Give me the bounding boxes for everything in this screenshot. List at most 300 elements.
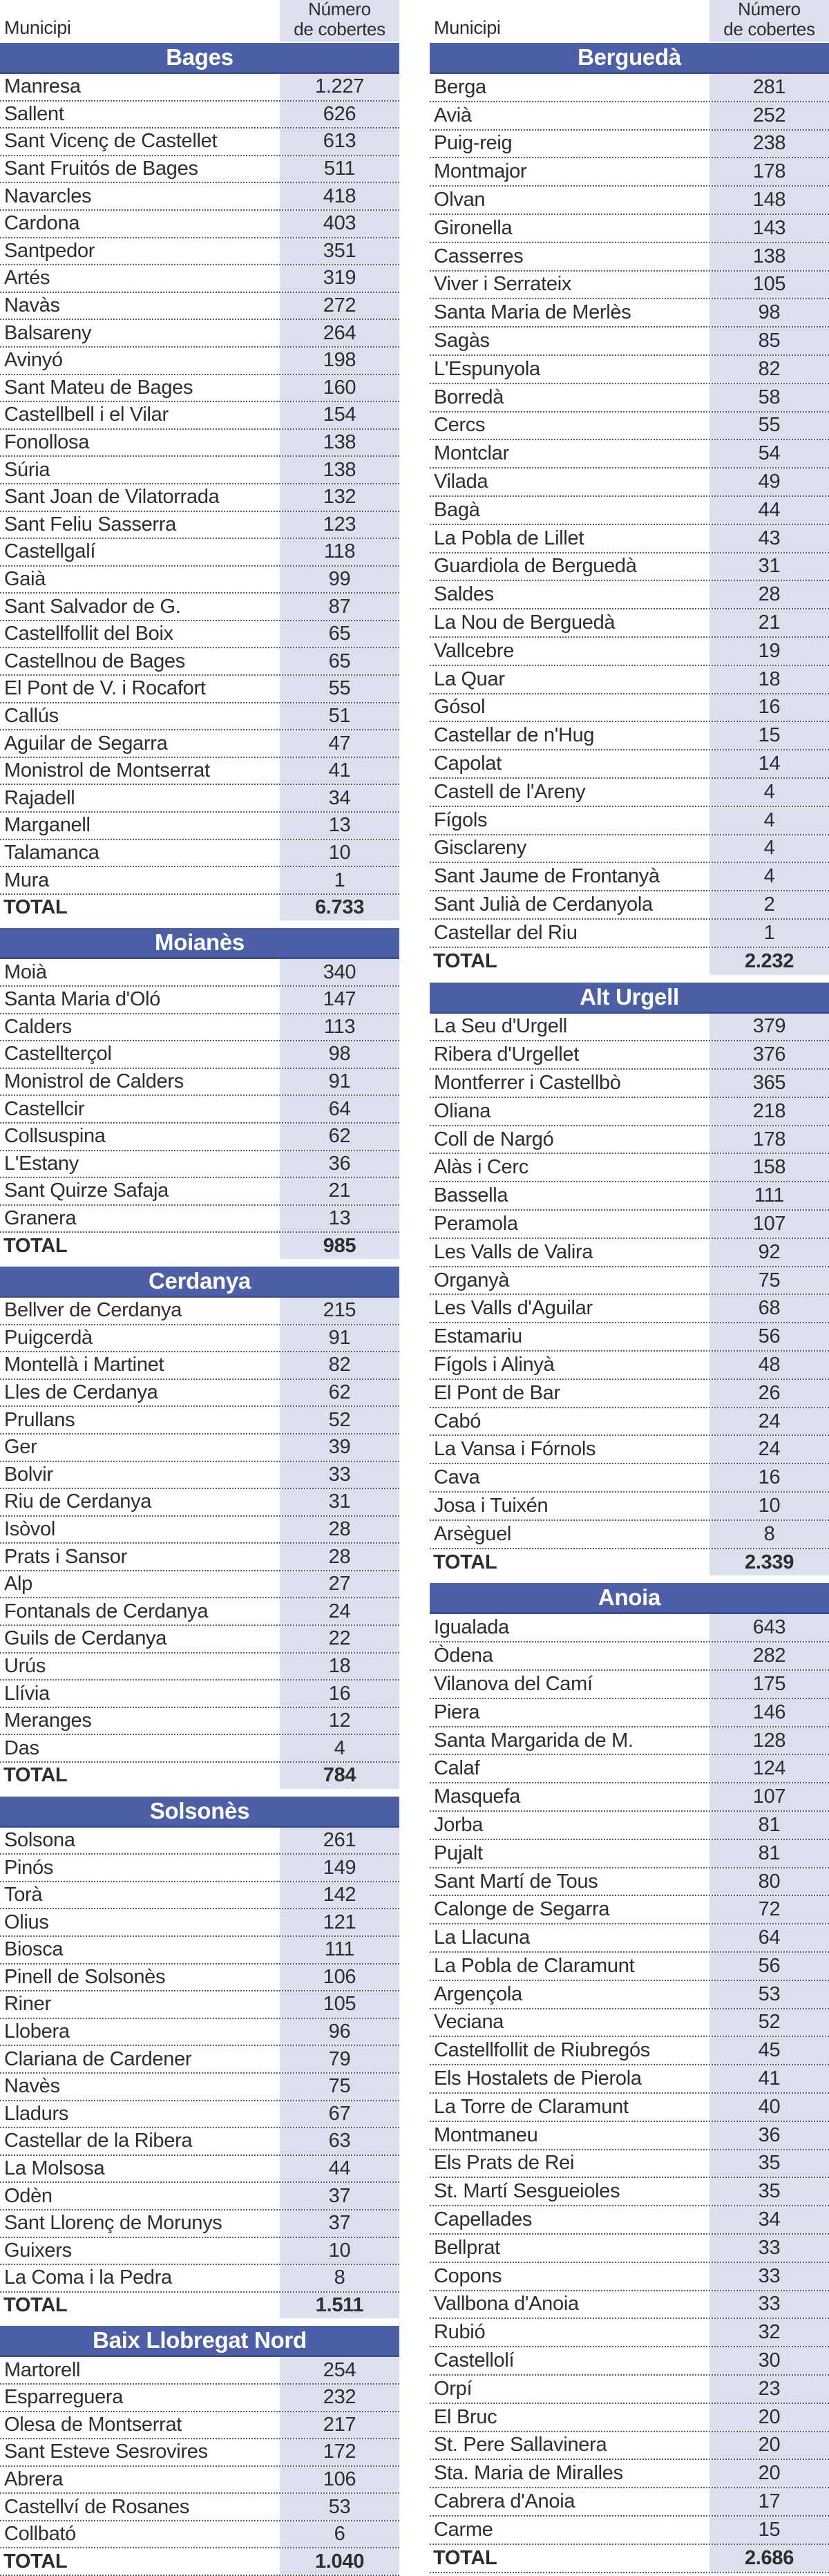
table-row bbox=[430, 2150, 829, 2179]
table-row bbox=[0, 676, 399, 703]
table-row bbox=[0, 74, 399, 102]
total-row bbox=[0, 1233, 399, 1259]
table-row bbox=[0, 2439, 399, 2467]
municipality-name: Carme bbox=[434, 2518, 493, 2541]
municipality-name: Castellfollit del Boix bbox=[4, 623, 173, 645]
municipality-name: Peramola bbox=[434, 1212, 518, 1235]
municipality-name: Copons bbox=[434, 2264, 502, 2287]
table-row bbox=[430, 2037, 829, 2065]
coverage-count: 198 bbox=[280, 348, 399, 374]
municipality-name: El Pont de V. i Rocafort bbox=[4, 677, 206, 700]
municipality-name: Castellví de Rosanes bbox=[4, 2495, 190, 2518]
table-row bbox=[430, 835, 829, 864]
total-value: 2.686 bbox=[709, 2545, 829, 2572]
table-row bbox=[430, 2404, 829, 2432]
municipality-name: Fígols i Alinyà bbox=[434, 1353, 555, 1376]
coverage-count: 28 bbox=[280, 1517, 399, 1543]
municipality-name: Sant Mateu de Bages bbox=[4, 376, 193, 399]
coverage-count: 22 bbox=[280, 1626, 399, 1652]
coverage-count: 39 bbox=[280, 1434, 399, 1461]
table-row bbox=[0, 1462, 399, 1490]
municipality-name: Navès bbox=[4, 2075, 60, 2098]
table-row bbox=[0, 813, 399, 840]
table-row bbox=[430, 1868, 829, 1897]
municipality-name: Castellar de la Ribera bbox=[4, 2130, 193, 2152]
coverage-count: 41 bbox=[280, 758, 399, 784]
total-value: 2.232 bbox=[709, 948, 829, 975]
coverage-count: 238 bbox=[709, 131, 829, 158]
table-row bbox=[430, 666, 829, 694]
coverage-count: 281 bbox=[709, 74, 829, 101]
table-row bbox=[430, 609, 829, 638]
municipality-name: Sta. Maria de Miralles bbox=[434, 2462, 623, 2485]
table-row bbox=[430, 750, 829, 779]
municipality-name: Les Valls d'Aguilar bbox=[434, 1297, 593, 1320]
coverage-count: 54 bbox=[709, 440, 829, 467]
coverage-count: 113 bbox=[280, 1014, 399, 1041]
municipality-name: Vilanova del Camí bbox=[434, 1672, 593, 1695]
municipality-name: Montclar bbox=[434, 442, 509, 465]
municipality-name: Talamanca bbox=[4, 841, 99, 864]
municipality-name: Sant Quirze Safaja bbox=[4, 1180, 169, 1202]
municipality-name: Igualada bbox=[434, 1616, 509, 1639]
municipality-name: Sant Martí de Tous bbox=[434, 1870, 598, 1893]
coverage-count: 626 bbox=[280, 102, 399, 128]
coverage-count: 36 bbox=[280, 1151, 399, 1177]
municipality-name: Alp bbox=[4, 1573, 33, 1595]
coverage-count: 20 bbox=[709, 2432, 829, 2459]
municipality-name: Manresa bbox=[4, 75, 81, 98]
municipality-name: L'Espunyola bbox=[434, 357, 540, 380]
table-row bbox=[0, 2210, 399, 2238]
sections-container-right bbox=[430, 43, 829, 2573]
table-row bbox=[430, 722, 829, 750]
coverage-count: 65 bbox=[280, 648, 399, 674]
section-solsonès bbox=[0, 1797, 399, 2319]
table-column-right bbox=[430, 0, 829, 2573]
municipality-name: Santa Maria de Merlès bbox=[434, 301, 631, 324]
section-moianès bbox=[0, 928, 399, 1259]
municipality-name: Vallcebre bbox=[434, 639, 515, 662]
municipality-name: Castell de l'Areny bbox=[434, 780, 586, 803]
coverage-count: 10 bbox=[280, 2238, 399, 2264]
municipality-name: Santpedor bbox=[4, 239, 95, 262]
coverage-count: 23 bbox=[709, 2376, 829, 2403]
table-row bbox=[430, 1267, 829, 1296]
table-row bbox=[0, 1571, 399, 1599]
municipality-name: Pinós bbox=[4, 1856, 54, 1879]
table-row bbox=[0, 1855, 399, 1882]
coverage-count: 34 bbox=[280, 785, 399, 811]
coverage-count: 17 bbox=[709, 2488, 829, 2515]
coverage-count: 111 bbox=[280, 1937, 399, 1963]
coverage-count: 36 bbox=[709, 2122, 829, 2149]
municipality-name: Cardona bbox=[4, 212, 80, 235]
coverage-count: 142 bbox=[280, 1882, 399, 1909]
table-row bbox=[430, 413, 829, 441]
coverage-count: 26 bbox=[709, 1380, 829, 1407]
total-value: 6.733 bbox=[280, 895, 399, 921]
coverage-count: 14 bbox=[709, 750, 829, 777]
municipality-name: St. Pere Sallavinera bbox=[434, 2434, 607, 2456]
coverage-count: 87 bbox=[280, 594, 399, 620]
coverage-count: 252 bbox=[709, 102, 829, 129]
section-title: Berguedà bbox=[430, 43, 829, 74]
municipality-name: Castellcir bbox=[4, 1097, 85, 1120]
municipality-name: Solsona bbox=[4, 1828, 75, 1851]
table-row bbox=[0, 1489, 399, 1517]
table-row bbox=[430, 1727, 829, 1756]
coverage-count: 32 bbox=[709, 2319, 829, 2346]
coverage-count: 43 bbox=[709, 525, 829, 552]
total-row bbox=[0, 895, 399, 921]
coverage-count: 4 bbox=[709, 835, 829, 862]
municipality-name: Casserres bbox=[434, 245, 524, 267]
coverage-count: 282 bbox=[709, 1642, 829, 1669]
coverage-count: 376 bbox=[709, 1041, 829, 1068]
table-row bbox=[0, 987, 399, 1014]
table-row bbox=[0, 2467, 399, 2494]
coverage-count: 4 bbox=[280, 1735, 399, 1761]
municipality-name: Granera bbox=[4, 1207, 77, 1230]
table-row bbox=[430, 1924, 829, 1953]
coverage-count: 91 bbox=[280, 1069, 399, 1095]
coverage-count: 82 bbox=[709, 356, 829, 383]
total-row bbox=[0, 2293, 399, 2319]
table-row bbox=[430, 1642, 829, 1671]
section-title: Bages bbox=[0, 43, 399, 74]
section-title: Alt Urgell bbox=[430, 983, 829, 1014]
coverage-count: 62 bbox=[280, 1124, 399, 1150]
municipality-name: St. Martí Sesgueioles bbox=[434, 2180, 620, 2203]
section-title: Cerdanya bbox=[0, 1267, 399, 1298]
table-row bbox=[0, 211, 399, 238]
table-row bbox=[0, 1325, 399, 1353]
total-value: 985 bbox=[280, 1233, 399, 1259]
table-row bbox=[0, 703, 399, 731]
coverage-count: 107 bbox=[709, 1783, 829, 1810]
municipality-name: Sant Fruitós de Bages bbox=[4, 158, 198, 180]
coverage-count: 511 bbox=[280, 156, 399, 182]
table-row bbox=[430, 384, 829, 413]
municipality-name: El Pont de Bar bbox=[434, 1381, 560, 1404]
coverage-count: 143 bbox=[709, 215, 829, 242]
coverage-count: 35 bbox=[709, 2178, 829, 2205]
table-row bbox=[430, 1098, 829, 1126]
municipality-name: Ger bbox=[4, 1436, 37, 1459]
municipality-name: Cercs bbox=[434, 414, 486, 437]
municipality-name: Castellar del Riu bbox=[434, 921, 578, 944]
coverage-count: 254 bbox=[280, 2357, 399, 2383]
table-row bbox=[0, 1069, 399, 1097]
table-row bbox=[430, 74, 829, 102]
coverage-count: 16 bbox=[280, 1680, 399, 1707]
table-row bbox=[430, 779, 829, 807]
municipality-name: Sant Joan de Vilatorrada bbox=[4, 486, 220, 509]
coverage-count: 18 bbox=[280, 1654, 399, 1680]
coverage-count: 121 bbox=[280, 1909, 399, 1935]
coverage-count: 67 bbox=[280, 2101, 399, 2128]
municipality-name: Veciana bbox=[434, 2011, 504, 2034]
section-baix-llobregat-nord bbox=[0, 2326, 399, 2576]
municipality-name: Argençola bbox=[434, 1982, 522, 2005]
municipality-name: Masquefa bbox=[434, 1786, 520, 1808]
table-row bbox=[430, 2206, 829, 2235]
coverage-count: 261 bbox=[280, 1828, 399, 1854]
section-bages bbox=[0, 43, 399, 920]
coverage-count: 92 bbox=[709, 1239, 829, 1266]
municipality-name: Isòvol bbox=[4, 1517, 55, 1540]
table-row bbox=[0, 867, 399, 895]
table-row bbox=[0, 1151, 399, 1179]
table-row bbox=[430, 131, 829, 159]
table-row bbox=[430, 1211, 829, 1239]
coverage-count: 1 bbox=[280, 867, 399, 893]
municipality-name: La Vansa i Fórnols bbox=[434, 1438, 596, 1461]
coverage-count: 217 bbox=[280, 2412, 399, 2438]
table-row bbox=[430, 1126, 829, 1155]
table-row bbox=[0, 2494, 399, 2521]
municipality-name: Olvan bbox=[434, 189, 486, 211]
coverage-count: 138 bbox=[709, 243, 829, 270]
coverage-count: 49 bbox=[709, 468, 829, 495]
municipality-name: La Molsosa bbox=[4, 2157, 105, 2180]
municipality-name: Sallent bbox=[4, 102, 64, 125]
coverage-count: 19 bbox=[709, 638, 829, 665]
municipality-name: Gisclareny bbox=[434, 837, 526, 860]
coverage-count: 65 bbox=[280, 621, 399, 647]
table-row bbox=[430, 1783, 829, 1812]
municipality-name: Bassella bbox=[434, 1184, 508, 1207]
table-row bbox=[430, 1812, 829, 1840]
municipality-name: La Coma i la Pedra bbox=[4, 2266, 172, 2289]
coverage-count: 28 bbox=[709, 581, 829, 608]
section-alt-urgell bbox=[430, 983, 829, 1576]
municipality-name: Martorell bbox=[4, 2358, 81, 2381]
municipality-name: Avinyó bbox=[4, 349, 63, 372]
municipality-name: Rajadell bbox=[4, 786, 75, 809]
municipality-name: Les Valls de Valira bbox=[434, 1240, 593, 1263]
coverage-count: 2 bbox=[709, 891, 829, 918]
total-label: TOTAL bbox=[433, 949, 497, 972]
municipality-name: Fontanals de Cerdanya bbox=[4, 1600, 209, 1622]
table-row bbox=[0, 512, 399, 540]
coverage-count: 4 bbox=[709, 863, 829, 890]
total-label: TOTAL bbox=[3, 2550, 68, 2573]
table-row bbox=[0, 621, 399, 649]
municipality-column-header: Municipi bbox=[4, 17, 71, 38]
table-row bbox=[430, 1154, 829, 1182]
table-row bbox=[0, 1178, 399, 1206]
table-row bbox=[430, 102, 829, 131]
table-row bbox=[0, 457, 399, 484]
coverage-count: 106 bbox=[280, 1964, 399, 1991]
municipality-name: Calonge de Segarra bbox=[434, 1898, 610, 1921]
table-row bbox=[0, 1434, 399, 1462]
municipality-name: Riu de Cerdanya bbox=[4, 1490, 152, 1513]
table-row bbox=[430, 581, 829, 609]
coverage-count: 123 bbox=[280, 512, 399, 538]
municipality-name: Castellterçol bbox=[4, 1043, 112, 1066]
municipality-name: Viver i Serrateix bbox=[434, 273, 572, 296]
municipality-name: Abrera bbox=[4, 2468, 64, 2490]
municipality-name: Guils de Cerdanya bbox=[4, 1627, 167, 1650]
coverage-count: 218 bbox=[709, 1098, 829, 1125]
municipality-name: La Torre de Claramunt bbox=[434, 2095, 629, 2118]
table-row bbox=[430, 1323, 829, 1352]
coverage-count: 79 bbox=[280, 2046, 399, 2072]
coverage-count: 37 bbox=[280, 2183, 399, 2209]
table-row bbox=[0, 1598, 399, 1626]
total-label: TOTAL bbox=[3, 896, 68, 919]
municipality-name: Llívia bbox=[4, 1682, 50, 1705]
table-row bbox=[430, 1896, 829, 1924]
table-row bbox=[430, 2432, 829, 2461]
municipality-name: Gaià bbox=[4, 567, 46, 590]
table-row bbox=[430, 2235, 829, 2263]
table-row bbox=[0, 2183, 399, 2210]
table-row bbox=[0, 1828, 399, 1855]
table-row bbox=[430, 1408, 829, 1437]
coverage-count: 35 bbox=[709, 2150, 829, 2177]
municipality-name: Castellfollit de Riubregós bbox=[434, 2039, 650, 2062]
coverage-count: 56 bbox=[709, 1953, 829, 1980]
total-label: TOTAL bbox=[3, 1234, 68, 1257]
table-row bbox=[0, 1206, 399, 1233]
coverage-count: 4 bbox=[709, 807, 829, 834]
table-row bbox=[0, 1517, 399, 1544]
count-header-line1: Número bbox=[308, 0, 371, 19]
municipality-name: Jorba bbox=[434, 1813, 484, 1836]
coverage-count: 418 bbox=[280, 183, 399, 209]
municipality-name: Montellà i Martinet bbox=[4, 1354, 164, 1376]
municipality-name: Sagàs bbox=[434, 330, 490, 352]
coverage-count: 56 bbox=[709, 1323, 829, 1350]
table-row bbox=[430, 243, 829, 272]
table-row bbox=[0, 1544, 399, 1571]
municipality-name: Olesa de Montserrat bbox=[4, 2413, 182, 2436]
coverage-count: 98 bbox=[280, 1041, 399, 1068]
table-row bbox=[0, 1352, 399, 1380]
municipality-name: Riner bbox=[4, 1993, 51, 2016]
table-row bbox=[0, 2074, 399, 2101]
table-row bbox=[0, 1708, 399, 1736]
coverage-count: 68 bbox=[709, 1295, 829, 1322]
coverage-count: 4 bbox=[709, 779, 829, 806]
coverage-count: 44 bbox=[280, 2156, 399, 2182]
municipality-name: Avià bbox=[434, 104, 472, 126]
municipality-name: Marganell bbox=[4, 814, 90, 837]
coverage-count: 351 bbox=[280, 238, 399, 265]
municipality-name: Meranges bbox=[4, 1710, 92, 1732]
municipality-name: Òdena bbox=[434, 1645, 493, 1667]
coverage-count: 8 bbox=[280, 2265, 399, 2291]
coverage-count: 272 bbox=[280, 293, 399, 319]
coverage-count: 128 bbox=[709, 1727, 829, 1754]
municipality-name: Navarcles bbox=[4, 184, 92, 207]
municipality-name: Capellades bbox=[434, 2208, 533, 2231]
municipality-name: Els Prats de Rei bbox=[434, 2152, 575, 2175]
municipality-name: L'Estany bbox=[4, 1152, 79, 1175]
table-row bbox=[430, 807, 829, 835]
section-title: Anoia bbox=[430, 1583, 829, 1614]
table-row bbox=[0, 2385, 399, 2412]
coverage-count: 106 bbox=[280, 2467, 399, 2493]
table-row bbox=[0, 2128, 399, 2156]
municipality-name: Organyà bbox=[434, 1269, 510, 1291]
coverage-count: 62 bbox=[280, 1380, 399, 1406]
municipality-name: Esparreguera bbox=[4, 2386, 124, 2409]
total-label: TOTAL bbox=[433, 2546, 497, 2569]
coverage-count: 98 bbox=[709, 299, 829, 326]
coverage-count: 51 bbox=[280, 703, 399, 730]
table-row bbox=[430, 299, 829, 328]
coverage-count: 52 bbox=[709, 2009, 829, 2036]
coverage-count: 91 bbox=[280, 1325, 399, 1352]
coverage-count: 10 bbox=[280, 840, 399, 866]
coverage-count: 80 bbox=[709, 1868, 829, 1895]
table-row bbox=[0, 183, 399, 211]
municipality-name: Coll de Nargó bbox=[434, 1128, 554, 1150]
total-value: 2.339 bbox=[709, 1549, 829, 1576]
municipality-name: Puigcerdà bbox=[4, 1326, 93, 1349]
section-cerdanya bbox=[0, 1267, 399, 1789]
municipality-name: Santa Maria d'Oló bbox=[4, 988, 161, 1011]
table-row bbox=[430, 2347, 829, 2376]
table-row bbox=[0, 2412, 399, 2440]
municipality-name: Balsareny bbox=[4, 321, 92, 344]
table-row bbox=[0, 1937, 399, 1964]
coverage-count: 52 bbox=[280, 1407, 399, 1433]
municipality-name: Das bbox=[4, 1736, 39, 1759]
coverage-count: 75 bbox=[280, 2074, 399, 2100]
municipality-name: Sant Jaume de Frontanyà bbox=[434, 865, 660, 888]
table-row bbox=[0, 1882, 399, 1910]
sections-container-left bbox=[0, 43, 399, 2576]
total-row bbox=[0, 2548, 399, 2576]
table-row bbox=[430, 920, 829, 948]
coverage-count: 147 bbox=[280, 987, 399, 1013]
table-row bbox=[0, 730, 399, 758]
coverage-count: 178 bbox=[709, 1126, 829, 1153]
coverage-count: 1.227 bbox=[280, 74, 399, 100]
municipality-name: El Bruc bbox=[434, 2405, 497, 2428]
municipality-name: Moià bbox=[4, 960, 47, 983]
coverage-count: 12 bbox=[280, 1708, 399, 1734]
coverage-count: 33 bbox=[709, 2263, 829, 2290]
table-row bbox=[0, 1298, 399, 1325]
municipality-name: Fonollosa bbox=[4, 431, 90, 454]
table-row bbox=[430, 863, 829, 891]
table-row bbox=[430, 2094, 829, 2122]
municipality-name: Pinell de Solsonès bbox=[4, 1965, 166, 1988]
total-row bbox=[430, 948, 829, 975]
coverage-count: 643 bbox=[709, 1614, 829, 1641]
coverage-count: 33 bbox=[709, 2291, 829, 2318]
coverage-count: 45 bbox=[709, 2037, 829, 2064]
municipality-name: Sant Vicenç de Castellet bbox=[4, 130, 218, 153]
municipality-name: Callús bbox=[4, 704, 59, 727]
table-row bbox=[430, 1614, 829, 1642]
municipality-name: Orpí bbox=[434, 2377, 473, 2400]
coverage-count: 20 bbox=[709, 2460, 829, 2487]
municipality-name: Borredà bbox=[434, 386, 504, 408]
coverage-count: 53 bbox=[709, 1981, 829, 2008]
total-row bbox=[430, 2545, 829, 2573]
coverage-count: 81 bbox=[709, 1812, 829, 1839]
total-label: TOTAL bbox=[3, 2294, 68, 2317]
municipality-name: Piera bbox=[434, 1701, 480, 1723]
